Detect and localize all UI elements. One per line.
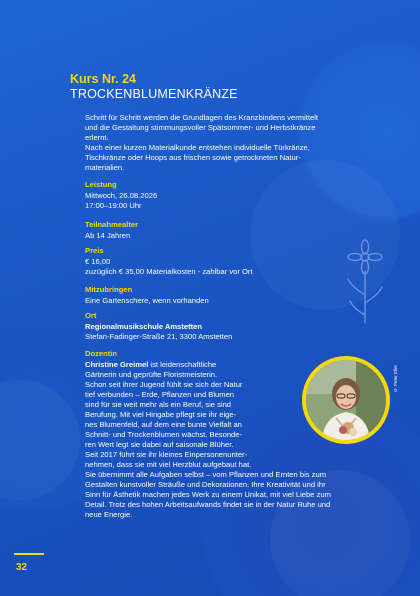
bio-line: nehmen, dass sie mit viel Herzblut aufgebaut hat. [85,460,252,469]
description-line: Nach einer kurzen Materialkunde entstehen individuelle Türkränze, [85,143,310,152]
bio-line: Sinn für Ästhetik machen jedes Werk zu einem Unikat, mit viel Liebe zum [85,490,331,499]
bio-line: Gestalten kunstvoller Sträuße und Dekorationen. Ihre Kreativität und ihr [85,480,326,489]
instructor-portrait [302,356,390,444]
portrait-image-icon [306,360,386,440]
bring-along-text: Eine Gartenschere, wenn vorhanden [85,296,209,305]
bio-line: Seit 2017 führt sie ihr kleines Einpersonenunter- [85,450,248,459]
course-description [85,113,375,173]
price-details [85,257,385,277]
section-heading-preis: Preis [85,246,104,255]
page-number-rule [14,553,44,555]
location-details [85,322,385,342]
bio-text: ist leidenschaftliche [148,360,217,369]
material-cost-text: zuzüglich € 35,00 Materialkosten - zahlbar vor Ort [85,267,253,276]
bio-line: Schnitt- und Trockenblumen wächst. Besonde- [85,430,243,439]
date-text: Mittwoch, 26.08.2026 [85,191,158,200]
course-number: Kurs Nr. 24 [70,72,137,86]
bio-line: Schon seit ihrer Jugend fühlt sie sich der Natur [85,380,243,389]
bio-line: nes Blumenfeld, auf dem eine bunte Vielfalt an [85,420,242,429]
page-number: 32 [16,562,28,573]
course-title: TROCKENBLUMENKRÄNZE [70,87,238,101]
instructor-name: Christine Greimel [85,360,149,369]
bio-line: Gärtnerin und geprüfte Floristmeisterin. [85,370,218,379]
section-heading-teilnahmealter: Teilnahmealter [85,220,139,229]
description-line: Tischkränze oder Hoops aus frischen sowie getrockneten Natur- [85,153,301,162]
flower-illustration-icon [340,235,390,325]
description-line: Schritt für Schritt werden die Grundlagen des Kranzbindens vermittelt [85,113,318,122]
bio-line: tief verbunden – Erde, Pflanzen und Blumen [85,390,235,399]
section-heading-leistung: Leistung [85,180,117,189]
bio-line: Detail. Trotz des hohen Arbeitsaufwands findet sie in der Natur Ruhe und [85,500,331,509]
age-text: Ab 14 Jahren [85,231,131,240]
decor-circle [0,380,80,500]
section-heading-dozentin: Dozentin [85,349,118,358]
price-text: € 16,00 [85,257,111,266]
bio-line: ren Wert legt sie dabei auf saisonale Blüher. [85,440,234,449]
description-line: und die Gestaltung stimmungsvoller Spätsommer- und Herbstkränze [85,123,316,132]
description-line: materialien. [85,163,125,172]
bio-line: sind für sie weit mehr als ein Beruf, sie sind [85,400,232,409]
bio-line: neue Energie. [85,510,133,519]
photo-credit: © Peter Eller [393,365,398,393]
venue-name: Regionalmusikschule Amstetten [85,322,203,331]
description-line: erlernt. [85,133,109,142]
time-text: 17:00–19:00 Uhr [85,201,142,210]
section-heading-mitzubringen: Mitzubringen [85,285,133,294]
bio-line: Berufung. Mit viel Hingabe pflegt sie ihr eige- [85,410,237,419]
leistung-details [85,191,385,211]
venue-address: Stefan-Fadinger-Straße 21, 3300 Amstetten [85,332,233,341]
section-heading-ort: Ort [85,311,97,320]
bio-line: Sie übernimmt alle Aufgaben selbst – vom Pflanzen und Ernten bis zum [85,470,327,479]
